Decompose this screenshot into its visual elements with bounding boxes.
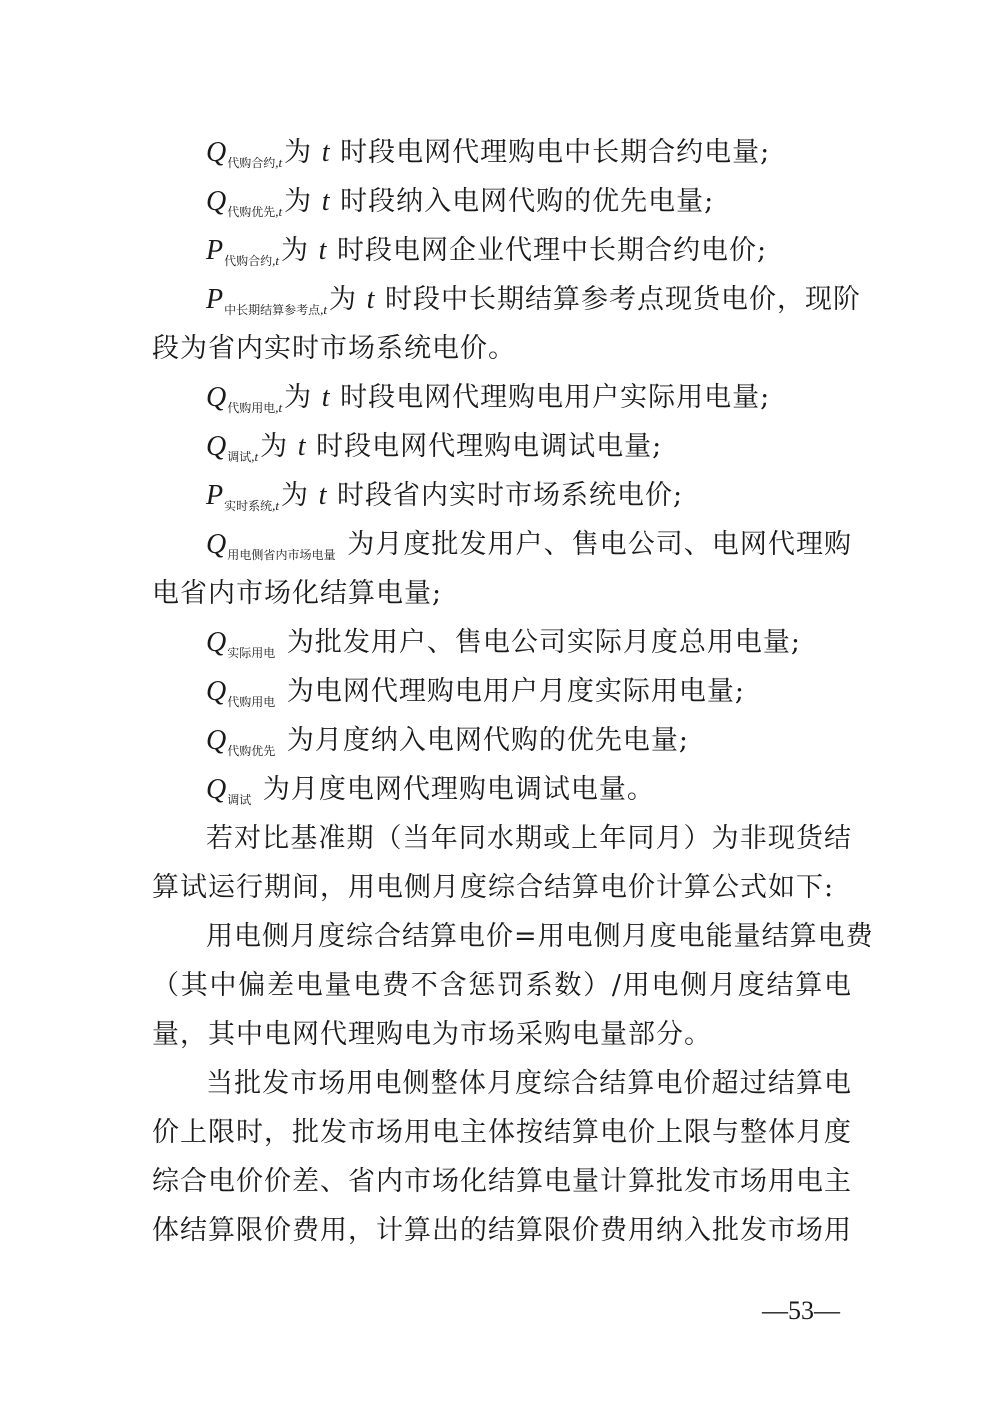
variable-symbol: Q	[206, 186, 228, 217]
variable-symbol: Q	[206, 676, 228, 707]
variable-symbol: Q	[206, 431, 228, 462]
variable-symbol: Q	[206, 774, 228, 805]
variable-subscript: 用电侧省内市场电量	[227, 548, 336, 562]
definition-line: $Q_{调试,t}$为 t 时段电网代理购电调试电量;	[206, 431, 663, 464]
paragraph-line: 算试运行期间，用电侧月度综合结算电价计算公式如下:	[152, 872, 835, 903]
definition-line: $P_{代购合约,t}$为 t 时段电网企业代理中长期合约电价;	[206, 235, 768, 268]
definition-line: $Q_{实际用电}$ 为批发用户、售电公司实际月度总用电量;	[206, 627, 801, 660]
paragraph-line: 量，其中电网代理购电为市场采购电量部分。	[152, 1019, 712, 1050]
variable-subscript: 中长期结算参考点,t	[224, 302, 327, 317]
definition-line: $P_{实时系统,t}$为 t 时段省内实时市场系统电价;	[206, 480, 684, 513]
paragraph-line: 体结算限价费用，计算出的结算限价费用纳入批发市场用	[152, 1215, 852, 1246]
paragraph-line: 若对比基准期（当年同水期或上年同月）为非现货结	[206, 823, 852, 854]
variable-symbol: Q	[206, 725, 228, 756]
paragraph-line: 段为省内实时市场系统电价。	[152, 333, 516, 364]
paragraph-line: 电省内市场化结算电量;	[152, 578, 443, 609]
variable-subscript: 代购合约,t	[227, 155, 283, 170]
variable-symbol: Q	[206, 529, 228, 560]
definition-line: $Q_{代购优先}$ 为月度纳入电网代购的优先电量;	[206, 725, 689, 758]
paragraph-line: （其中偏差电量电费不含惩罚系数）/用电侧月度结算电	[152, 970, 852, 1001]
variable-symbol: Q	[206, 627, 228, 658]
body-text	[152, 128, 874, 1255]
variable-symbol: P	[206, 284, 225, 315]
definition-line: $P_{中长期结算参考点,t}$为 t 时段中长期结算参考点现货电价，现阶	[206, 284, 861, 317]
paragraph-line: 用电侧月度综合结算电价=用电侧月度电能量结算电费	[206, 921, 874, 952]
paragraph-line: 当批发市场用电侧整体月度综合结算电价超过结算电	[206, 1068, 852, 1099]
variable-symbol: Q	[206, 137, 228, 168]
paragraph-line: 价上限时，批发市场用电主体按结算电价上限与整体月度	[152, 1117, 852, 1148]
variable-subscript: 实际用电	[227, 646, 276, 660]
variable-subscript: 调试,t	[227, 449, 259, 464]
variable-subscript: 代购优先	[227, 744, 276, 758]
variable-subscript: 代购优先,t	[227, 204, 283, 219]
definition-line: $Q_{调试}$ 为月度电网代理购电调试电量。	[206, 774, 655, 807]
definition-line: $Q_{代购合约,t}$为 t 时段电网代理购电中长期合约电量;	[206, 137, 771, 170]
definition-line: $Q_{代购用电}$ 为电网代理购电用户月度实际用电量;	[206, 676, 745, 709]
variable-subscript: 实时系统,t	[224, 498, 279, 513]
definition-line: $Q_{代购用电,t}$为 t 时段电网代理购电用户实际用电量;	[206, 382, 771, 415]
variable-subscript: 代购用电	[227, 695, 276, 709]
variable-symbol: P	[206, 480, 225, 511]
variable-subscript: 代购用电,t	[227, 400, 283, 415]
variable-subscript: 代购合约,t	[224, 253, 279, 268]
definition-line: $Q_{代购优先,t}$为 t 时段纳入电网代购的优先电量;	[206, 186, 715, 219]
paragraph-line: 综合电价价差、省内市场化结算电量计算批发市场用电主	[152, 1166, 852, 1197]
variable-symbol: Q	[206, 382, 228, 413]
variable-symbol: P	[206, 235, 225, 266]
page-number: —53—	[762, 1296, 840, 1325]
variable-subscript: 调试	[227, 793, 252, 807]
definition-line: $Q_{用电侧省内市场电量}$ 为月度批发用户、售电公司、电网代理购	[206, 529, 852, 562]
